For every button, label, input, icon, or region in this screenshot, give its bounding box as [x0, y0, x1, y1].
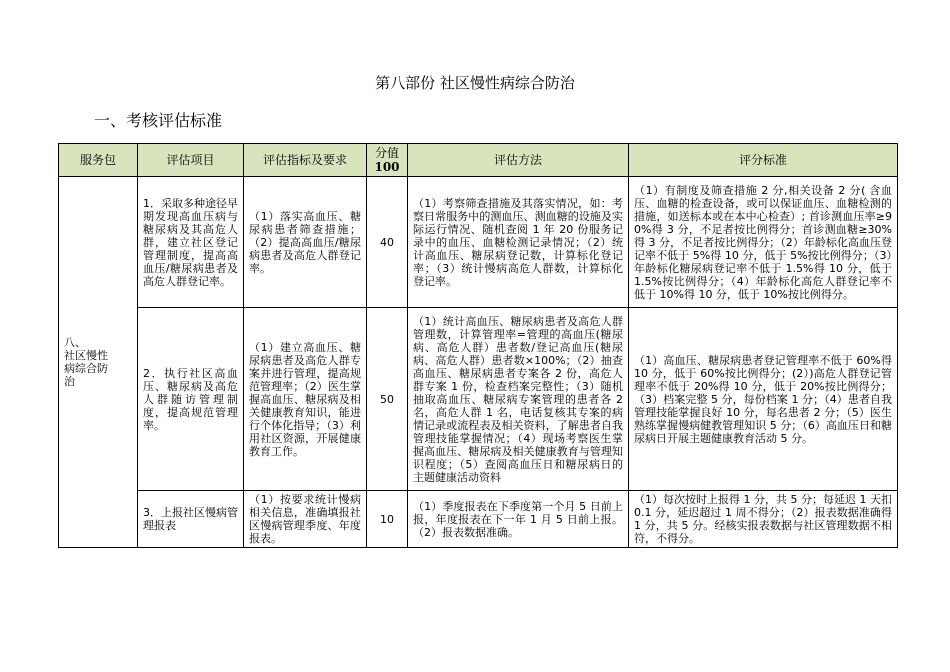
method-cell: （1）考察筛查措施及其落实情况，如：考察日常服务中的测血压、测血糖的设施及实际运行情况、随机查阅 1 年 20 份服务记录中的血压、血糖检测记录情况；（2）统计高血压、糖尿病登记数，计算标化登记率；（3）统计慢病高危人群数，计算标化登记率。 — [408, 177, 629, 308]
package-label-line: 社区慢性 — [64, 349, 108, 362]
score-cell: 50 — [367, 308, 408, 491]
header-method: 评估方法 — [408, 144, 629, 177]
item-cell: 1．采取多种途径早期发现高血压病与糖尿病及其高危人群，建立社区登记管理制度，提高高血压/糖尿病患者及高危人群登记率。 — [138, 177, 244, 308]
criteria-cell: （1）高血压、糖尿病患者登记管理率不低于 60%得 10 分，低于 60%按比例得分；(2）)高危人群登记管理率不低于 20%得 10 分，低于 20%按比例得分；（3）档案完整 5 分，每份档案 1 分；（4）患者自我管理技能掌握良好 10 分，每名患者 2 分；（5）医生熟练掌握慢病健教管理知识 5 分；（6）高血压日和糖尿病日开展主题健康教育活动 5 分。 — [629, 308, 898, 491]
package-label-line: 病综合防 — [64, 362, 108, 375]
header-score — [367, 144, 408, 177]
header-criteria: 评分标准 — [629, 144, 898, 177]
table-row — [59, 491, 898, 548]
package-label-line: 八、 — [64, 336, 86, 349]
section-heading: 一、考核评估标准 — [94, 111, 223, 130]
header-score-label: 分值 — [374, 146, 399, 160]
criteria-cell: （1）有制度及筛查措施 2 分,相关设备 2 分( 含血压、血糖的检查设备，或可以保证血压、血糖检测的措施，如送标本或在本中心检查）; 首诊测血压率≥90%得 3 分，不足者按比例得分；首诊测血糖≥30%得 3 分，不足者按比例得分；（2）年龄标化高血压登记率不低于 5%得 10 分，低于 5%按比例得分；（3）年龄标化糖尿病登记率不低于 1.5%得 10 分，低于 1.5%按比例得分；（4）年龄标化高危人群登记率不低于 10%得 10 分，低于 10%按比例得分。 — [629, 177, 898, 308]
item-cell: 3．上报社区慢病管理报表 — [138, 491, 244, 548]
package-label-line: 治 — [64, 375, 75, 388]
indicator-cell: （1）建立高血压、糖尿病患者及高危人群专案并进行管理，提高规范管理率；（2）医生掌握高血压、糖尿病及相关健康教育知识，能进行个体化指导；（3）利用社区资源，开展健康教育工作。 — [244, 308, 367, 491]
assessment-table — [58, 143, 898, 548]
table-row — [59, 177, 898, 308]
score-cell: 10 — [367, 491, 408, 548]
page-title: 第八部份 社区慢性病综合防治 — [375, 74, 575, 92]
table-row — [59, 308, 898, 491]
header-score-total: 100 — [374, 160, 400, 174]
indicator-cell: （1）按要求统计慢病相关信息，准确填报社区慢病管理季度、年度报表。 — [244, 491, 367, 548]
item-cell: 2．执行社区高血压、糖尿病及高危人群随访管理制度，提高规范管理率。 — [138, 308, 244, 491]
criteria-cell: （1）每次按时上报得 1 分，共 5 分；每延迟 1 天扣 0.1 分，延迟超过 1 周不得分；（2）报表数据准确得 1 分，共 5 分。经核实报表数据与社区管理数据不相符，不得分。 — [629, 491, 898, 548]
indicator-cell: （1）落实高血压、糖尿病患者筛查措施；（2）提高高血压/糖尿病患者及高危人群登记率。 — [244, 177, 367, 308]
table-header-row — [59, 144, 898, 177]
header-item: 评估项目 — [138, 144, 244, 177]
package-cell — [59, 177, 138, 548]
method-cell: （1）统计高血压、糖尿病患者及高危人群管理数，计算管理率=管理的高血压(糖尿病、高危人群）患者数/登记高血压(糖尿病、高危人群）患者数×100%；（2）抽查高血压、糖尿病患者专案各 2 份，高危人群专案 1 份，检查档案完整性；（3）随机抽取高血压、糖尿病专案管理的患者各 2 名，高危人群 1 名，电话复核其专案的病情记录或流程表及相关资料，了解患者自我管理技能掌握情况；（4）现场考察医生掌握高血压、糖尿病及相关健康教育与管理知识程度；（5）查阅高血压日和糖尿病日的主题健康活动资料 — [408, 308, 629, 491]
method-cell: （1）季度报表在下季度第一个月 5 日前上报，年度报表在下一年 1 月 5 日前上报。（2）报表数据准确。 — [408, 491, 629, 548]
header-indicator: 评估指标及要求 — [244, 144, 367, 177]
score-cell: 40 — [367, 177, 408, 308]
header-package: 服务包 — [59, 144, 138, 177]
